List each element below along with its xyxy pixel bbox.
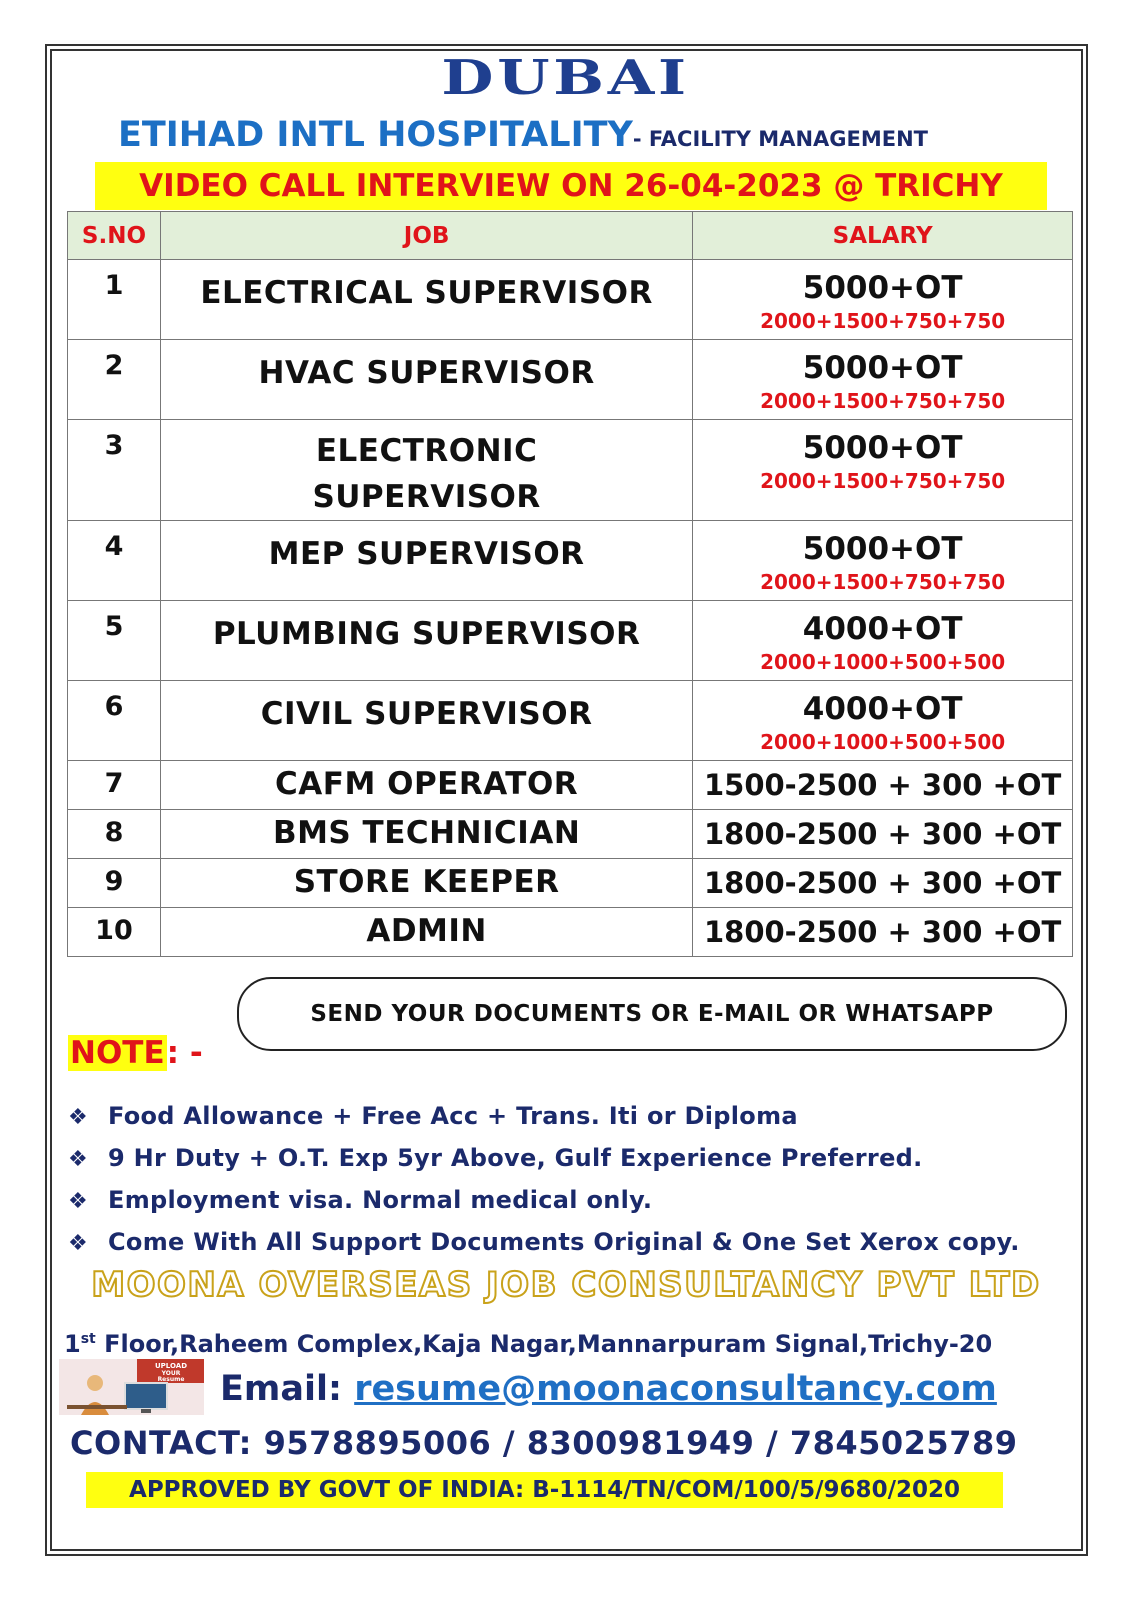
row-salary-cell [693,681,1073,761]
table-row [68,601,1073,681]
interview-banner: VIDEO CALL INTERVIEW ON 26-04-2023 @ TRICHY [95,162,1047,210]
table-row [68,859,1073,908]
list-item [68,1180,1098,1222]
row-salary-cell [693,761,1073,810]
row-job: HVAC SUPERVISOR [160,340,692,420]
bullet-text: Food Allowance + Free Acc + Trans. Iti or Diploma [108,1102,798,1130]
row-job: BMS TECHNICIAN [160,810,692,859]
bullet-text: 9 Hr Duty + O.T. Exp 5yr Above, Gulf Experience Preferred. [108,1144,923,1172]
table-row [68,761,1073,810]
note-suffix: : - [166,1035,203,1071]
row-job: MEP SUPERVISOR [160,521,692,601]
row-salary-cell [693,521,1073,601]
row-salary-cell [693,260,1073,340]
list-item [68,1096,1098,1138]
row-salary: 5000+OT [802,531,963,567]
row-sno: 1 [68,260,161,340]
email-label: Email: [220,1369,355,1409]
row-job: CAFM OPERATOR [160,761,692,810]
row-salary: 1500-2500 + 300 +OT [703,768,1062,802]
upload-badge-line: YOUR [161,1370,181,1377]
note-heading [68,1031,203,1075]
row-sno: 9 [68,859,161,908]
row-salary: 1800-2500 + 300 +OT [703,915,1062,949]
row-salary: 4000+OT [802,611,963,647]
bullet-text: Employment visa. Normal medical only. [108,1186,653,1214]
table-row [68,908,1073,957]
row-salary-breakdown: 2000+1500+750+750 [760,469,1006,493]
office-address [64,1319,1094,1364]
upload-badge-line: Resume [157,1376,185,1383]
send-documents-note: SEND YOUR DOCUMENTS OR E-MAIL OR WHATSAPP [237,977,1067,1051]
row-sno: 8 [68,810,161,859]
header-job: JOB [160,212,692,260]
upload-badge-line: UPLOAD [154,1362,188,1370]
row-salary-cell [693,340,1073,420]
approval-banner: APPROVED BY GOVT OF INDIA: B-1114/TN/COM/100/5/9680/2020 [86,1472,1003,1508]
table-row [68,420,1073,521]
list-item [68,1222,1098,1264]
table-row [68,521,1073,601]
table-row [68,260,1073,340]
row-sno: 7 [68,761,161,810]
row-job: STORE KEEPER [160,859,692,908]
note-bullet-list [68,1096,1098,1264]
row-salary: 5000+OT [802,270,963,306]
row-salary-cell [693,601,1073,681]
row-salary-cell [693,908,1073,957]
jobs-table [67,211,1073,957]
company-suffix: - FACILITY MANAGEMENT [632,127,929,151]
row-salary: 1800-2500 + 300 +OT [703,817,1062,851]
company-heading [118,113,928,163]
diamond-bullet-icon: ❖ [68,1105,89,1130]
row-salary-breakdown: 2000+1500+750+750 [760,389,1006,413]
location-title: DUBAI [441,50,690,106]
row-job: ELECTRICAL SUPERVISOR [160,260,692,340]
row-salary-cell [693,810,1073,859]
diamond-bullet-icon: ❖ [68,1147,89,1172]
note-label: NOTE [70,1035,165,1071]
row-salary-breakdown: 2000+1500+750+750 [760,570,1006,594]
bullet-text: Come With All Support Documents Original & One Set Xerox copy. [108,1228,1020,1256]
email-line [220,1365,997,1413]
row-salary-cell [693,420,1073,521]
list-item [68,1138,1098,1180]
diamond-bullet-icon: ❖ [68,1231,89,1256]
row-salary: 1800-2500 + 300 +OT [703,866,1062,900]
row-salary-cell [693,859,1073,908]
row-salary: 4000+OT [802,691,963,727]
table-row [68,340,1073,420]
contact-numbers: CONTACT: 9578895006 / 8300981949 / 7845025789 [70,1424,1018,1462]
row-salary-breakdown: 2000+1000+500+500 [760,650,1006,674]
row-salary-breakdown: 2000+1500+750+750 [760,309,1006,333]
row-sno: 6 [68,681,161,761]
header-salary: SALARY [693,212,1073,260]
address-text: Floor,Raheem Complex,Kaja Nagar,Mannarpuram Signal,Trichy-20 [95,1330,993,1358]
row-job: PLUMBING SUPERVISOR [160,601,692,681]
row-sno: 3 [68,420,161,521]
diamond-bullet-icon: ❖ [68,1189,89,1214]
row-job-line: ELECTRONIC [315,433,538,469]
row-sno: 2 [68,340,161,420]
consultancy-name: MOONA OVERSEAS JOB CONSULTANCY PVT LTD [91,1265,1041,1305]
company-name: ETIHAD INTL HOSPITALITY [118,115,633,155]
table-header-row [68,212,1073,260]
table-row [68,810,1073,859]
row-job: CIVIL SUPERVISOR [160,681,692,761]
address-floor-suffix: st [80,1331,96,1347]
row-salary: 5000+OT [802,350,963,386]
row-job-line: SUPERVISOR [312,479,541,515]
row-sno: 4 [68,521,161,601]
row-sno: 5 [68,601,161,681]
row-job: ADMIN [160,908,692,957]
header-sno: S.NO [68,212,161,260]
row-salary: 5000+OT [802,430,963,466]
row-job [160,420,692,521]
row-salary-breakdown: 2000+1000+500+500 [760,730,1006,754]
table-row [68,681,1073,761]
email-link[interactable]: resume@moonaconsultancy.com [354,1369,997,1409]
row-sno: 10 [68,908,161,957]
upload-resume-icon [59,1359,204,1415]
address-floor-number: 1 [64,1330,81,1358]
